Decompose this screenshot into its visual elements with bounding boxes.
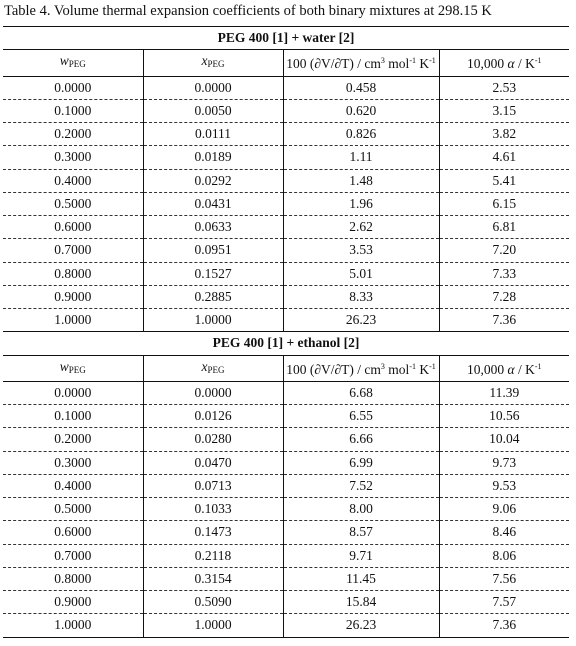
- cell-alpha: 7.20: [439, 239, 569, 262]
- cell-w-peg: 0.9000: [3, 591, 143, 614]
- cell-w-peg: 0.9000: [3, 285, 143, 308]
- table-row: [3, 498, 569, 521]
- table-row: [3, 216, 569, 239]
- cell-dvdt: 26.23: [283, 614, 439, 637]
- cell-dvdt: 1.96: [283, 192, 439, 215]
- cell-alpha: 8.06: [439, 544, 569, 567]
- table-row: [3, 591, 569, 614]
- table-row: [3, 451, 569, 474]
- table-row: [3, 169, 569, 192]
- section-title: PEG 400 [1] + water [2]: [3, 27, 569, 50]
- cell-w-peg: 0.7000: [3, 544, 143, 567]
- cell-dvdt: 6.99: [283, 451, 439, 474]
- table-row: [3, 544, 569, 567]
- cell-dvdt: 6.68: [283, 381, 439, 404]
- header-dvdt: 100 $(\partial V/\partial T) / cm^3$ mol$^{-1}$ $K^{-1}$: [283, 355, 439, 381]
- header-alpha: 10,000 α / $K^{-1}$: [439, 355, 569, 381]
- cell-dvdt: 3.53: [283, 239, 439, 262]
- cell-dvdt: 8.00: [283, 498, 439, 521]
- cell-w-peg: 1.0000: [3, 614, 143, 637]
- cell-w-peg: 0.5000: [3, 498, 143, 521]
- cell-dvdt: 0.458: [283, 76, 439, 99]
- cell-dvdt: 5.01: [283, 262, 439, 285]
- cell-alpha: 7.28: [439, 285, 569, 308]
- cell-x-peg: 0.0470: [143, 451, 283, 474]
- table-row: [3, 428, 569, 451]
- table-row: [3, 146, 569, 169]
- section-title-row: [3, 27, 569, 50]
- cell-w-peg: 0.8000: [3, 262, 143, 285]
- cell-w-peg: 0.0000: [3, 381, 143, 404]
- cell-w-peg: 0.2000: [3, 428, 143, 451]
- table-row: [3, 99, 569, 122]
- header-dvdt: 100 $(\partial V/\partial T) / cm^3$ mol$^{-1}$ $K^{-1}$: [283, 50, 439, 76]
- header-x-peg: $x_{PEG}$: [143, 355, 283, 381]
- cell-w-peg: 0.8000: [3, 567, 143, 590]
- cell-alpha: 3.15: [439, 99, 569, 122]
- cell-w-peg: 0.4000: [3, 169, 143, 192]
- cell-alpha: 7.33: [439, 262, 569, 285]
- cell-alpha: 7.36: [439, 309, 569, 332]
- cell-w-peg: 0.0000: [3, 76, 143, 99]
- cell-dvdt: 1.11: [283, 146, 439, 169]
- cell-x-peg: 0.0000: [143, 381, 283, 404]
- table-row: [3, 474, 569, 497]
- cell-alpha: 6.81: [439, 216, 569, 239]
- table-row: [3, 309, 569, 332]
- cell-x-peg: 0.0111: [143, 123, 283, 146]
- cell-w-peg: 0.3000: [3, 146, 143, 169]
- cell-x-peg: 0.1033: [143, 498, 283, 521]
- cell-x-peg: 0.1527: [143, 262, 283, 285]
- header-w-peg: $w_{PEG}$: [3, 355, 143, 381]
- table-caption: Table 4. Volume thermal expansion coefficients of both binary mixtures at 298.15 K: [4, 3, 492, 19]
- cell-w-peg: 0.6000: [3, 216, 143, 239]
- table-row: [3, 192, 569, 215]
- cell-alpha: 9.73: [439, 451, 569, 474]
- cell-alpha: 11.39: [439, 381, 569, 404]
- header-x-peg: $x_{PEG}$: [143, 50, 283, 76]
- cell-x-peg: 0.3154: [143, 567, 283, 590]
- cell-w-peg: 0.7000: [3, 239, 143, 262]
- cell-dvdt: 2.62: [283, 216, 439, 239]
- table-row: [3, 239, 569, 262]
- cell-w-peg: 0.1000: [3, 99, 143, 122]
- table-row: [3, 123, 569, 146]
- header-w-peg: $w_{PEG}$: [3, 50, 143, 76]
- cell-dvdt: 6.66: [283, 428, 439, 451]
- cell-dvdt: 8.33: [283, 285, 439, 308]
- cell-dvdt: 8.57: [283, 521, 439, 544]
- cell-alpha: 9.06: [439, 498, 569, 521]
- cell-x-peg: 0.0633: [143, 216, 283, 239]
- cell-w-peg: 0.1000: [3, 405, 143, 428]
- table-body: [3, 27, 569, 638]
- cell-alpha: 7.57: [439, 591, 569, 614]
- expansion-coefficients-table: [3, 26, 569, 638]
- cell-alpha: 5.41: [439, 169, 569, 192]
- cell-alpha: 6.15: [439, 192, 569, 215]
- cell-alpha: 10.56: [439, 405, 569, 428]
- cell-x-peg: 0.0126: [143, 405, 283, 428]
- table-row: [3, 521, 569, 544]
- cell-w-peg: 0.2000: [3, 123, 143, 146]
- section-title-row: [3, 332, 569, 355]
- cell-x-peg: 0.0189: [143, 146, 283, 169]
- cell-alpha: 2.53: [439, 76, 569, 99]
- cell-dvdt: 7.52: [283, 474, 439, 497]
- cell-x-peg: 0.0713: [143, 474, 283, 497]
- cell-alpha: 7.36: [439, 614, 569, 637]
- table-row: [3, 567, 569, 590]
- cell-x-peg: 0.1473: [143, 521, 283, 544]
- cell-dvdt: 26.23: [283, 309, 439, 332]
- cell-alpha: 8.46: [439, 521, 569, 544]
- cell-x-peg: 1.0000: [143, 614, 283, 637]
- cell-x-peg: 0.2118: [143, 544, 283, 567]
- cell-dvdt: 15.84: [283, 591, 439, 614]
- cell-x-peg: 0.0000: [143, 76, 283, 99]
- cell-alpha: 9.53: [439, 474, 569, 497]
- cell-dvdt: 1.48: [283, 169, 439, 192]
- cell-dvdt: 0.620: [283, 99, 439, 122]
- cell-alpha: 7.56: [439, 567, 569, 590]
- cell-dvdt: 11.45: [283, 567, 439, 590]
- cell-x-peg: 0.0292: [143, 169, 283, 192]
- section-title: PEG 400 [1] + ethanol [2]: [3, 332, 569, 355]
- cell-w-peg: 0.3000: [3, 451, 143, 474]
- cell-dvdt: 6.55: [283, 405, 439, 428]
- cell-x-peg: 1.0000: [143, 309, 283, 332]
- cell-x-peg: 0.0280: [143, 428, 283, 451]
- cell-alpha: 10.04: [439, 428, 569, 451]
- column-header-row: [3, 50, 569, 76]
- cell-alpha: 4.61: [439, 146, 569, 169]
- cell-w-peg: 1.0000: [3, 309, 143, 332]
- cell-x-peg: 0.5090: [143, 591, 283, 614]
- table-row: [3, 381, 569, 404]
- cell-w-peg: 0.4000: [3, 474, 143, 497]
- table-row: [3, 614, 569, 637]
- cell-x-peg: 0.0431: [143, 192, 283, 215]
- table-row: [3, 76, 569, 99]
- column-header-row: [3, 355, 569, 381]
- cell-x-peg: 0.2885: [143, 285, 283, 308]
- table-row: [3, 405, 569, 428]
- table-row: [3, 285, 569, 308]
- cell-x-peg: 0.0050: [143, 99, 283, 122]
- cell-dvdt: 0.826: [283, 123, 439, 146]
- cell-x-peg: 0.0951: [143, 239, 283, 262]
- cell-w-peg: 0.6000: [3, 521, 143, 544]
- cell-dvdt: 9.71: [283, 544, 439, 567]
- cell-w-peg: 0.5000: [3, 192, 143, 215]
- table-row: [3, 262, 569, 285]
- cell-alpha: 3.82: [439, 123, 569, 146]
- header-alpha: 10,000 α / $K^{-1}$: [439, 50, 569, 76]
